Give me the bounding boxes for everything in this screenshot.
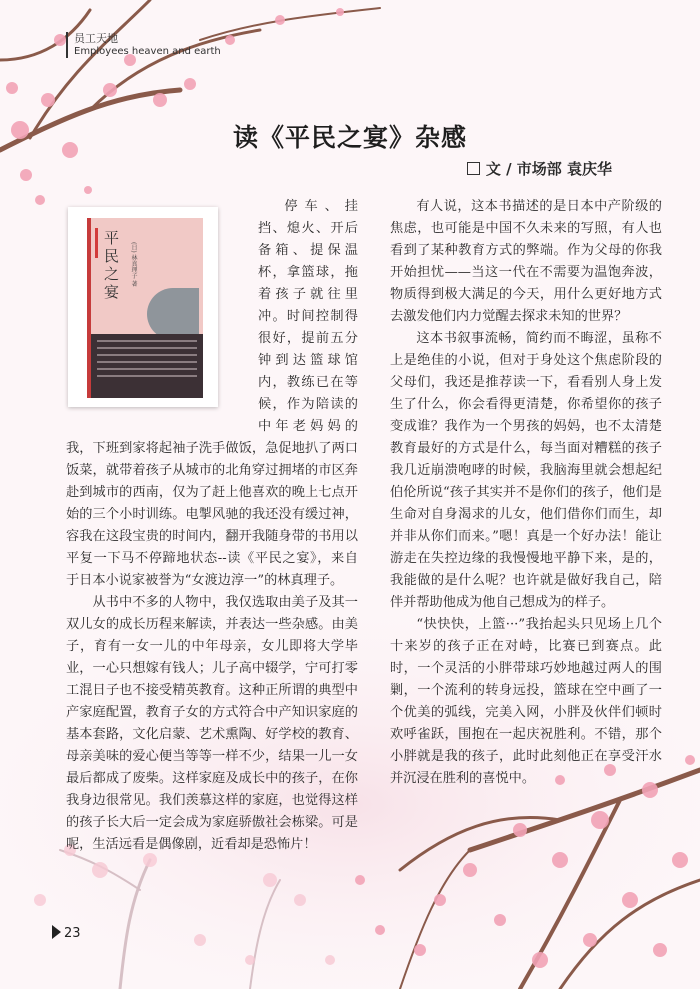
byline-text: 文 / 市场部 袁庆华 — [485, 160, 612, 178]
image-wrap-spacer — [66, 196, 258, 438]
play-triangle-icon — [52, 925, 61, 939]
page-number — [52, 925, 81, 941]
section-name-cn: 员工天地 — [74, 32, 118, 45]
checkbox-square-icon — [467, 162, 480, 175]
paragraph: “快快快，上篮···”我抬起头只见场上几个十来岁的孩子正在对峙，比赛已到赛点。此时，一个灵活的小胖带球巧妙地越过两人的围剿，一个流利的转身远投，篮球在空中画了一个优美的弧线，完美入网，小胖及伙伴们顿时欢呼雀跃，围抱在一起庆祝胜利。不错，那个小胖就是我的孩子，此时此刻他正在享受汗水并沉浸在胜利的喜悦中。 — [390, 617, 662, 786]
article-title: 读《平民之宴》杂感 — [232, 123, 467, 152]
book-cover-title: 平民之宴 — [102, 230, 120, 302]
article-column-right — [390, 196, 662, 790]
section-name-en: Employees heaven and earth — [74, 46, 221, 57]
article-byline — [467, 158, 612, 179]
section-label — [66, 32, 221, 58]
paragraph: 从书中不多的人物中，我仅选取由美子及其一双儿女的成长历程来解读，并表达一些杂感。由美子，育有一女一儿的中年母亲，女儿即将大学毕业，一心只想嫁有钱人；儿子高中辍学，宁可打零工混日子也不接受精英教育。这种正所谓的典型中产家庭配置，教育子女的方式符合中产知识家庭的基本套路，文化启蒙、艺术熏陶、好学校的教育、母亲美味的爱心便当等等一样不少，结果一儿一女最后都成了废柴。这样家庭及成长中的孩子，在你我身边很常见。我们羡慕这样的家庭，也觉得这样的孩子长大后一定会成为家庭骄傲社会栋梁。可是呢，生活远看是偶像剧，近看却是恐怖片！ — [66, 595, 358, 852]
paragraph: 有人说，这本书描述的是日本中产阶级的焦虑，也可能是中国不久未来的写照，有人也看到了某种教育方式的弊端。作为父母的你我开始担忧——当这一代在不需要为温饱奔波，物质得到极大满足的今天，用什么更好地方式去激发他们内力觉醒去探求未知的世界？ — [390, 199, 662, 324]
paragraph: 这本书叙事流畅，简约而不晦涩，虽称不上是绝佳的小说，但对于身处这个焦虑阶段的父母们，我还是推荐读一下，看看别人身上发生了什么，你会看得更清楚，你希望你的孩子变成谁？我作为一个男孩的妈妈，也不太清楚教育最好的方式是什么，每当面对糟糕的孩子我几近崩溃咆哮的时候，我脑海里就会想起纪伯伦所说“孩子其实并不是你们的孩子，他们是生命对自身渴求的儿女，他们借你们而生，却并非从你们而来。”嗯！真是一个好办法！能让游走在失控边缘的我慢慢地平静下来，是的，我能做的是什么呢？也许就是做好我自己，陪伴并帮助他成为他自己想成为的样子。 — [390, 331, 662, 610]
book-cover-author: (日) 林真理子 著 — [130, 242, 137, 287]
article-column-left — [66, 196, 358, 856]
page-number-text: 23 — [64, 926, 81, 941]
paragraph: 停车、挂挡、熄火、开后备箱、提保温杯，拿篮球，拖着孩子就往里冲。时间控制得很好，提前五分钟到达篮球馆内，教练已在等候，作为陪读的中年老妈妈的我，下班到家将起袖子洗手做饭，急促地扒了两口饭菜，就带着孩子从城市的北角穿过拥堵的市区奔赴到城市的西南，仅为了赶上他喜欢的晚上七点开始的三个小时训练。电掣风驰的我还没有缓过神，容我在这段宝贵的时间内，翻开我随身带的书用以平复一下马不停蹄地状态--读《平民之宴》，来自于日本小说家被誉为“女渡边淳一”的林真理子。 — [66, 199, 358, 588]
